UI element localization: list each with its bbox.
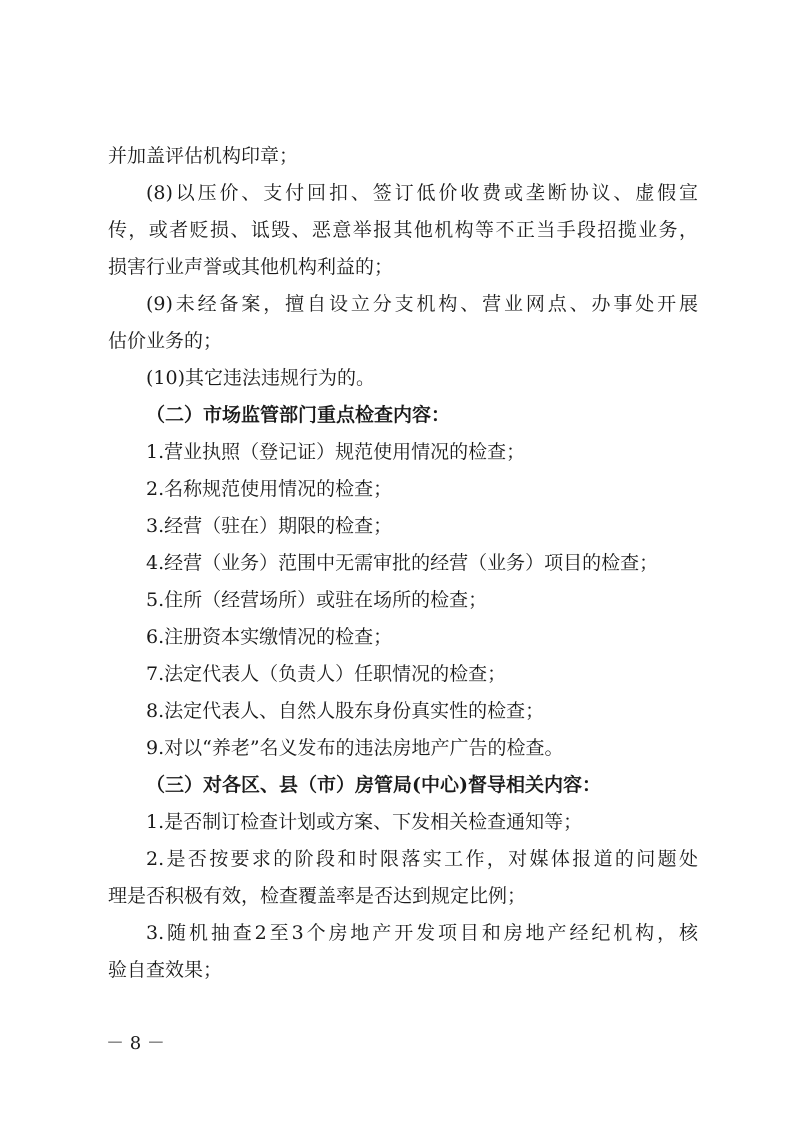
text-line-1: 并加盖评估机构印章； <box>108 145 299 167</box>
list-item-2: 2.名称规范使用情况的检查； <box>146 478 393 500</box>
text-line-4: 损害行业声誉或其他机构利益的； <box>108 256 394 278</box>
text-line-3: 传，或者贬损、诋毁、恶意举报其他机构等不正当手段招揽业务， <box>108 219 698 241</box>
list-item-12-cont: 验自查效果； <box>108 959 223 981</box>
list-item-1: 1.营业执照（登记证）规范使用情况的检查； <box>146 441 526 463</box>
text-line-2: (8)以压价、支付回扣、签订低价收费或垄断协议、虚假宣 <box>146 182 698 204</box>
text-line-7: (10)其它违法违规行为的。 <box>146 367 376 389</box>
list-item-11-cont: 理是否积极有效，检查覆盖率是否达到规定比例； <box>108 885 527 907</box>
list-item-3: 3.经营（驻在）期限的检查； <box>146 515 393 537</box>
section-heading-3: （三）对各区、县（市）房管局(中心)督导相关内容： <box>146 774 601 796</box>
text-line-5: (9)未经备案，擅自设立分支机构、营业网点、办事处开展 <box>146 293 698 315</box>
list-item-12: 3.随机抽查2至3个房地产开发项目和房地产经纪机构，核 <box>146 922 698 944</box>
list-item-4: 4.经营（业务）范围中无需审批的经营（业务）项目的检查； <box>146 552 659 574</box>
list-item-7: 7.法定代表人（负责人）任职情况的检查； <box>146 663 507 685</box>
list-item-11: 2.是否按要求的阶段和时限落实工作，对媒体报道的问题处 <box>146 848 698 870</box>
list-item-8: 8.法定代表人、自然人股东身份真实性的检查； <box>146 700 545 722</box>
page-number: － 8 － <box>106 1033 165 1054</box>
list-item-5: 5.住所（经营场所）或驻在场所的检查； <box>146 589 488 611</box>
list-item-6: 6.注册资本实缴情况的检查； <box>146 626 393 648</box>
list-item-10: 1.是否制订检查计划或方案、下发相关检查通知等； <box>146 811 583 833</box>
section-heading-2: （二）市场监管部门重点检查内容： <box>146 404 451 426</box>
text-line-6: 估价业务的； <box>108 330 223 352</box>
list-item-9: 9.对以“养老”名义发布的违法房地产广告的检查。 <box>146 737 564 759</box>
